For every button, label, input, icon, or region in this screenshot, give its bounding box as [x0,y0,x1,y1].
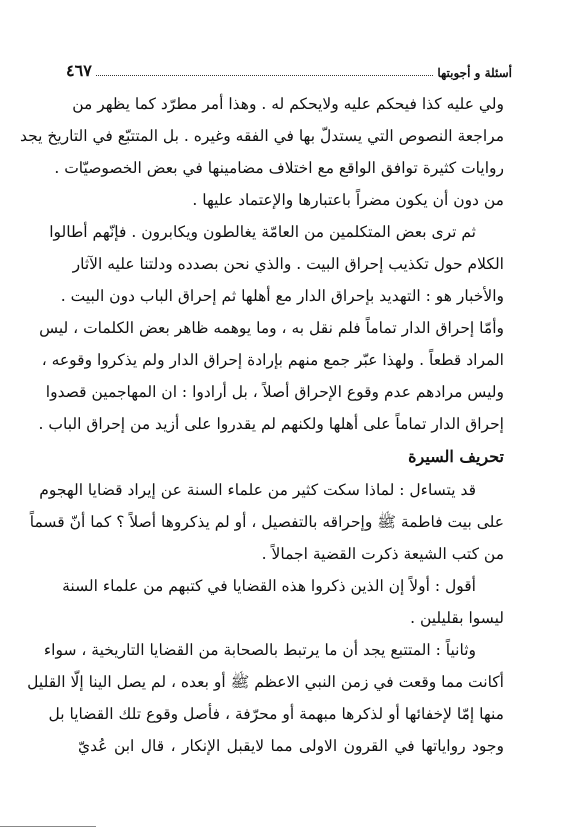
section-heading: تحريف السيرة [408,447,504,466]
text-line: قد يتساءل : لماذا سكت كثير من علماء السنة عن إيراد قضايا الهجوم [39,481,476,499]
text-line: مراجعة النصوص التي يستدلّ بها في الفقه وغيره . بل المتتبّع في التاريخ يجد [19,127,504,145]
running-head-title: أسئلة و أجوبتها [437,66,512,80]
text-line: إحراق الدار تماماً على أهلها ولكنهم لم يقدروا على أزيد من إحراق الباب . [38,415,504,433]
text-line: ثم ترى بعض المتكلمين من العامّة يغالطون ويكابرون . فإنّهم أطالوا [49,223,476,241]
text-line: الكلام حول تكذيب إحراق البيت . والذي نحن بصدده ودلتنا عليه الآثار [72,255,504,273]
dotted-leader [96,75,434,76]
text-line: أقول : أولاً إن الذين ذكروا هذه القضايا في كتبهم من علماء السنة [62,577,476,595]
running-header [66,58,512,80]
text-line: المراد قطعاً . ولهذا عبّر جمع منهم بإرادة إحراق الدار ولم يذكروا وقوعه ، [41,351,504,369]
text-line: أكانت مما وقعت في زمن النبي الاعظم ﷺ أو بعده ، لم يصل الينا إلّا القليل [27,673,504,691]
text-line: والأخبار هو : التهديد بإحراق الدار مع أهلها ثم إحراق الباب دون البيت . [60,287,504,305]
page-number: ٤٦٧ [66,61,92,80]
text-line: منها إمّا لإخفائها أو لذكرها مبهمة أو محرّفة ، فأصل وقوع تلك القضايا بل [48,705,504,723]
body-text-top [19,88,504,440]
text-line: وأمّا إحراق الدار تماماً فلم نقل به ، وما يوهمه ظاهر بعض الكلمات ، ليس [39,319,504,337]
text-line: من دون أن يكون مضراً باعتبارها والإعتماد عليها . [192,191,504,209]
text-line: روايات كثيرة توافق الواقع مع اختلاف مضامينها في بعض الخصوصيّات . [54,159,504,177]
text-line: على بيت فاطمة ﷺ وإحراقه بالتفصيل ، أو لم يذكروها أصلاً ؟ كما أنّ قسماً [29,513,504,531]
section-body [27,474,504,762]
text-line: وجود رواياتها في القرون الاولى مما لايقبل الإنكار ، قال ابن عُديّ [78,737,504,755]
text-line: وليس مرادهم عدم وقوع الإحراق أصلاً ، بل أرادوا : ان المهاجمين قصدوا [45,383,504,401]
text-line: ولي عليه كذا فيحكم عليه ولايحكم له . وهذا أمر مطرّد كما يظهر من [72,95,504,113]
text-line: من كتب الشيعة ذكرت القضية اجمالاً . [261,545,504,563]
text-line: وثانياً : المتتبع يجد أن ما يرتبط بالصحابة من القضايا التاريخية ، سواء [43,641,476,659]
text-line: ليسوا بقليلين . [410,609,504,627]
body-text-bottom [27,440,504,762]
footer-rule [0,826,96,827]
